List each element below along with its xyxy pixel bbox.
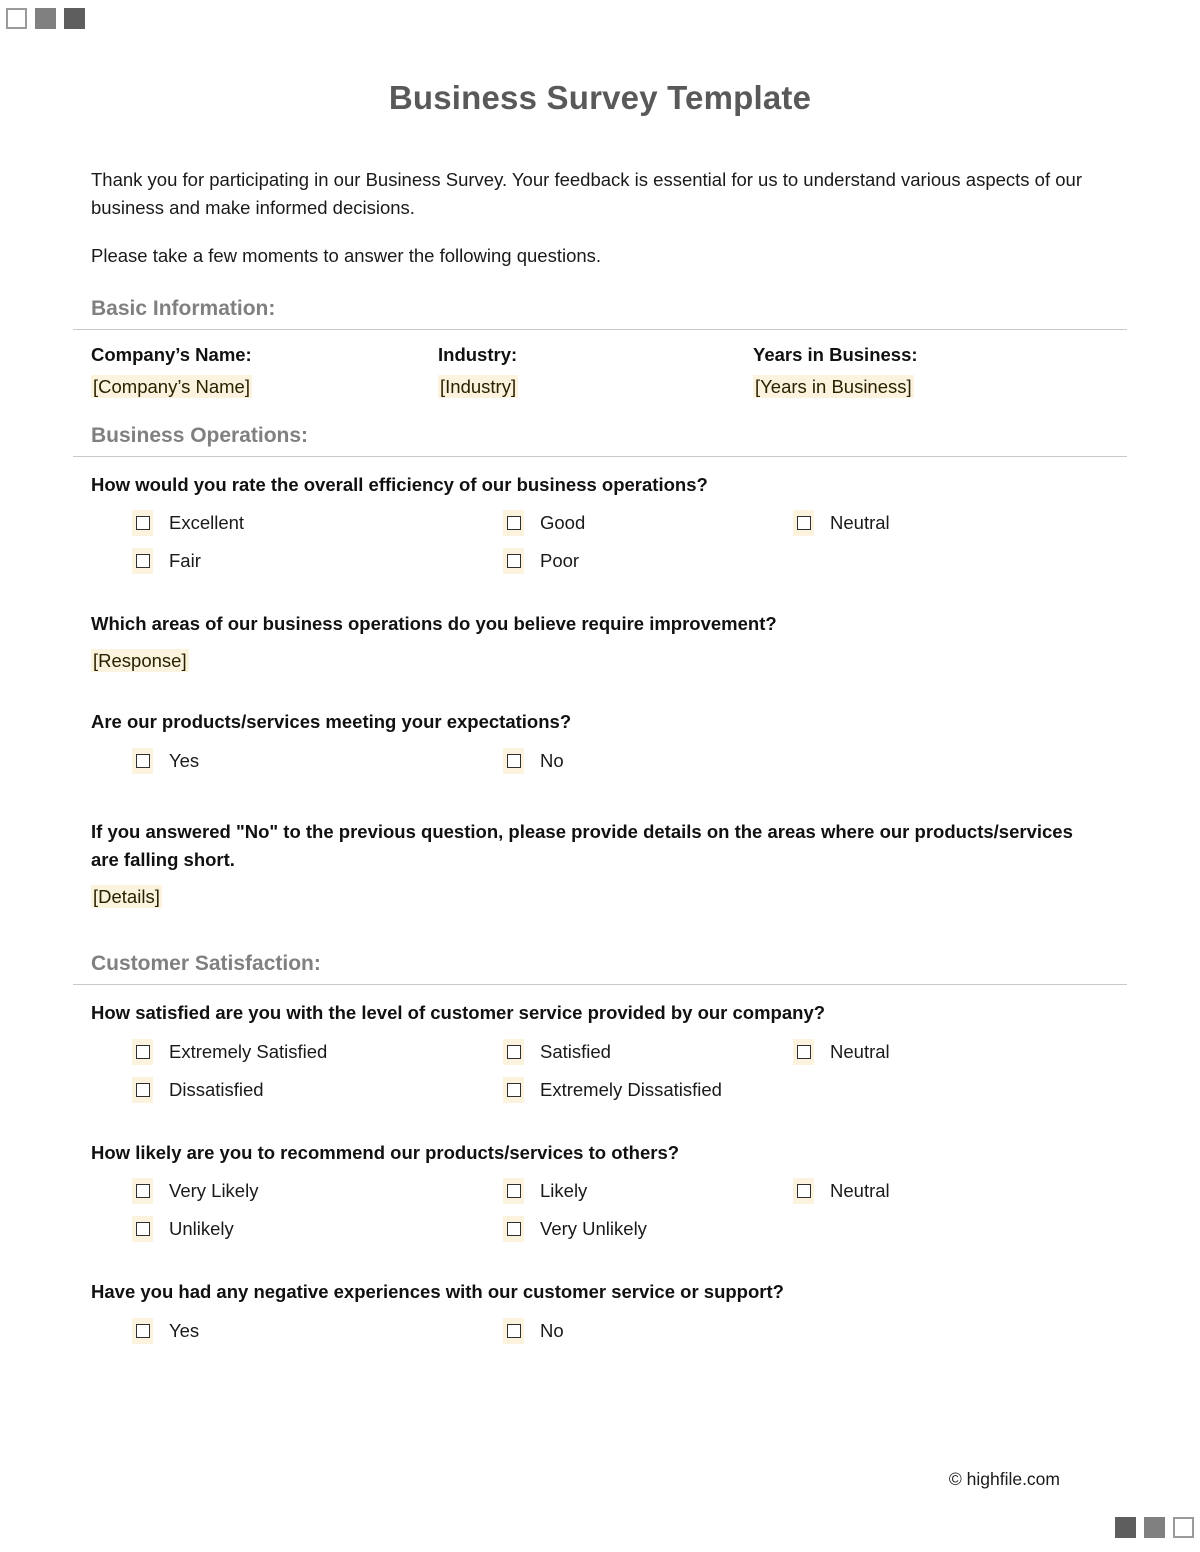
answer-shortfall-details[interactable]: [73, 886, 1127, 908]
section-heading-customer-satisfaction: Customer Satisfaction:: [91, 951, 321, 975]
question-text-recommendation-likelihood: How likely are you to recommend our products/services to others?: [91, 1141, 680, 1163]
page-title: Business Survey Template: [388, 79, 812, 116]
option-extremely-satisfied[interactable]: [132, 1039, 503, 1065]
footer-copyright: © highfile.com: [948, 1469, 1060, 1489]
option-label: Dissatisfied: [169, 1078, 264, 1100]
option-neutral[interactable]: [793, 1039, 1109, 1065]
option-label: Neutral: [830, 512, 890, 534]
checkbox-icon[interactable]: [503, 1216, 524, 1242]
checkbox-icon[interactable]: [503, 1077, 524, 1103]
option-very-unlikely[interactable]: [503, 1216, 793, 1242]
option-very-likely[interactable]: [132, 1178, 503, 1204]
option-label: No: [540, 749, 564, 771]
checkbox-icon[interactable]: [132, 748, 153, 774]
question-block-efficiency: [73, 471, 1127, 575]
basic-information-grid: [73, 344, 1127, 398]
checkbox-icon[interactable]: [132, 510, 153, 536]
option-label: Neutral: [830, 1180, 890, 1202]
checkbox-icon[interactable]: [503, 548, 524, 574]
section-divider: [73, 984, 1127, 985]
option-excellent[interactable]: [132, 510, 503, 536]
checkbox-icon[interactable]: [503, 748, 524, 774]
option-label: Poor: [540, 550, 580, 572]
placeholder-details[interactable]: [Details]: [93, 885, 160, 907]
checkbox-icon[interactable]: [793, 1178, 814, 1204]
question-text-service-satisfaction: How satisfied are you with the level of customer service provided by our company?: [91, 1001, 826, 1023]
question-block-negative-experiences: [73, 1278, 1127, 1344]
section-divider: [73, 329, 1127, 330]
option-label: Unlikely: [169, 1218, 234, 1240]
decoration-square-mid: [1144, 1517, 1165, 1538]
placeholder-company-name[interactable]: [Company’s Name]: [93, 375, 250, 397]
question-block-recommendation-likelihood: [73, 1139, 1127, 1243]
checkbox-icon[interactable]: [503, 1039, 524, 1065]
option-unlikely[interactable]: [132, 1216, 503, 1242]
option-likely[interactable]: [503, 1178, 793, 1204]
option-label: Good: [540, 512, 586, 534]
checkbox-icon[interactable]: [793, 1039, 814, 1065]
option-label: Extremely Satisfied: [169, 1040, 328, 1062]
question-block-service-satisfaction: [73, 999, 1127, 1103]
option-extremely-dissatisfied[interactable]: [503, 1077, 793, 1103]
option-group-expectations: [73, 748, 1127, 774]
field-label-years-in-business: Years in Business:: [753, 343, 918, 365]
checkbox-icon[interactable]: [132, 1039, 153, 1065]
question-block-improvement-areas: [73, 610, 1127, 672]
option-group-negative-experiences: [73, 1318, 1127, 1344]
option-yes[interactable]: [132, 1318, 503, 1344]
option-dissatisfied[interactable]: [132, 1077, 503, 1103]
intro-paragraph-2: Please take a few moments to answer the following questions.: [91, 244, 602, 266]
question-text-shortfall-details: If you answered "No" to the previous question, please provide details on the areas where our products/services are falling short.: [91, 820, 1073, 871]
option-fair[interactable]: [132, 548, 503, 574]
question-text-efficiency: How would you rate the overall efficiency of our business operations?: [91, 473, 708, 495]
checkbox-icon[interactable]: [132, 1077, 153, 1103]
option-label: Likely: [540, 1180, 588, 1202]
option-group-recommendation-likelihood: [73, 1178, 1127, 1242]
option-label: Yes: [169, 1319, 200, 1341]
checkbox-icon[interactable]: [132, 1178, 153, 1204]
bottom-right-decoration: [1115, 1517, 1194, 1538]
question-block-expectations: [73, 708, 1127, 774]
field-value-years-in-business[interactable]: [753, 376, 1109, 398]
decoration-square-light: [1173, 1517, 1194, 1538]
checkbox-icon[interactable]: [132, 548, 153, 574]
option-label: Satisfied: [540, 1040, 611, 1062]
option-label: Fair: [169, 550, 201, 572]
field-value-industry[interactable]: [438, 376, 753, 398]
option-no[interactable]: [503, 1318, 1109, 1344]
option-good[interactable]: [503, 510, 793, 536]
section-heading-business-operations: Business Operations:: [91, 423, 309, 447]
placeholder-response[interactable]: [Response]: [93, 649, 187, 671]
option-label: Yes: [169, 749, 200, 771]
checkbox-icon[interactable]: [132, 1318, 153, 1344]
option-satisfied[interactable]: [503, 1039, 793, 1065]
option-yes[interactable]: [132, 748, 503, 774]
option-group-efficiency: [73, 510, 1127, 574]
placeholder-years-in-business[interactable]: [Years in Business]: [755, 375, 912, 397]
option-neutral[interactable]: [793, 1178, 1109, 1204]
question-text-expectations: Are our products/services meeting your expectations?: [91, 710, 572, 732]
checkbox-icon[interactable]: [503, 510, 524, 536]
decoration-square-dark: [1115, 1517, 1136, 1538]
section-divider: [73, 456, 1127, 457]
checkbox-icon[interactable]: [793, 510, 814, 536]
question-text-negative-experiences: Have you had any negative experiences with our customer service or support?: [91, 1281, 784, 1303]
document-content: [73, 0, 1127, 1344]
question-block-shortfall-details: [73, 818, 1127, 908]
option-label: Extremely Dissatisfied: [540, 1078, 722, 1100]
option-label: Very Unlikely: [540, 1218, 647, 1240]
question-text-improvement-areas: Which areas of our business operations do you believe require improvement?: [91, 613, 777, 635]
section-heading-basic-information: Basic Information:: [91, 296, 276, 320]
checkbox-icon[interactable]: [503, 1178, 524, 1204]
option-group-service-satisfaction: [73, 1039, 1127, 1103]
option-no[interactable]: [503, 748, 1109, 774]
checkbox-icon[interactable]: [503, 1318, 524, 1344]
field-label-industry: Industry:: [438, 343, 518, 365]
field-label-company-name: Company’s Name:: [91, 343, 252, 365]
intro-paragraph-1: Thank you for participating in our Business Survey. Your feedback is essential for us to understand various aspects of our business and make informed decisions.: [91, 168, 1082, 219]
field-value-company-name[interactable]: [91, 376, 438, 398]
option-label: Neutral: [830, 1040, 890, 1062]
placeholder-industry[interactable]: [Industry]: [440, 375, 517, 397]
checkbox-icon[interactable]: [132, 1216, 153, 1242]
option-label: Excellent: [169, 512, 245, 534]
option-label: Very Likely: [169, 1180, 259, 1202]
option-neutral[interactable]: [793, 510, 1109, 536]
option-label: No: [540, 1319, 564, 1341]
answer-improvement-areas[interactable]: [73, 650, 1127, 672]
option-poor[interactable]: [503, 548, 793, 574]
